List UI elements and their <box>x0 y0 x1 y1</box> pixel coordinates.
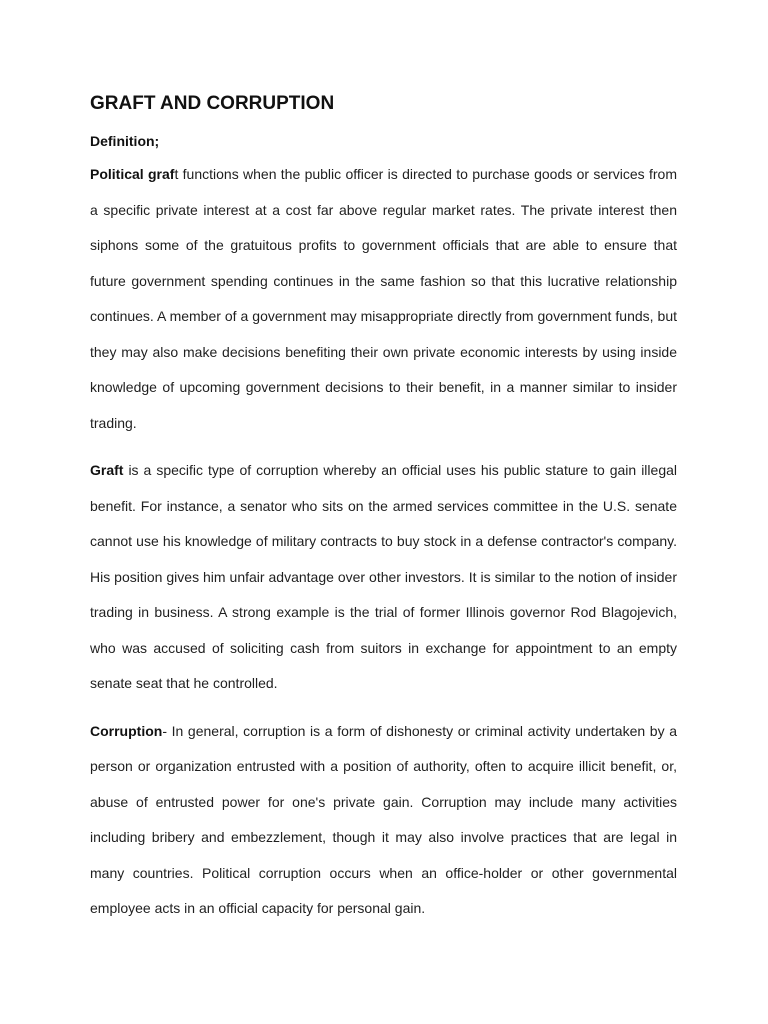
paragraph-body: - In general, corruption is a form of dishonesty or criminal activity undertaken by a person or organization entrusted with a position of authority, often to acquire illicit benefit, or, abuse of entrusted power for one's private gain. Corruption may include many activities including bribery and embezzlement, though it may also involve practices that are legal in many countries. Political corruption occurs when an office-holder or other governmental employee acts in an official capacity for personal gain. <box>90 722 677 916</box>
paragraph-corruption <box>90 714 677 927</box>
paragraph-lead-term: Political graf <box>90 166 175 182</box>
paragraph-body: is a specific type of corruption whereby an official uses his public stature to gain illegal benefit. For instance, a senator who sits on the armed services committee in the U.S. senate cannot use his knowledge of military contracts to buy stock in a defense contractor's company. His position gives him unfair advantage over other investors. It is similar to the notion of insider trading in business. A strong example is the trial of former Illinois governor Rod Blagojevich, who was accused of soliciting cash from suitors in exchange for appointment to an empty senate seat that he controlled. <box>90 462 677 691</box>
paragraph-political-graft <box>90 157 677 441</box>
paragraph-graft <box>90 453 677 702</box>
paragraph-body: t functions when the public officer is directed to purchase goods or services from a specific private interest at a cost far above regular market rates. The private interest then siphons some of the gratuitous profits to government officials that are able to ensure that future government spending continues in the same fashion so that this lucrative relationship continues. A member of a government may misappropriate directly from government funds, but they may also make decisions benefiting their own private economic interests by using inside knowledge of upcoming government decisions to their benefit, in a manner similar to insider trading. <box>90 166 677 431</box>
definition-heading: Definition; <box>90 133 160 149</box>
paragraph-lead-term: Corruption <box>90 722 163 739</box>
paragraph-lead-term: Graft <box>90 462 124 478</box>
document-page <box>90 92 677 939</box>
page-title: GRAFT AND CORRUPTION <box>90 93 335 114</box>
